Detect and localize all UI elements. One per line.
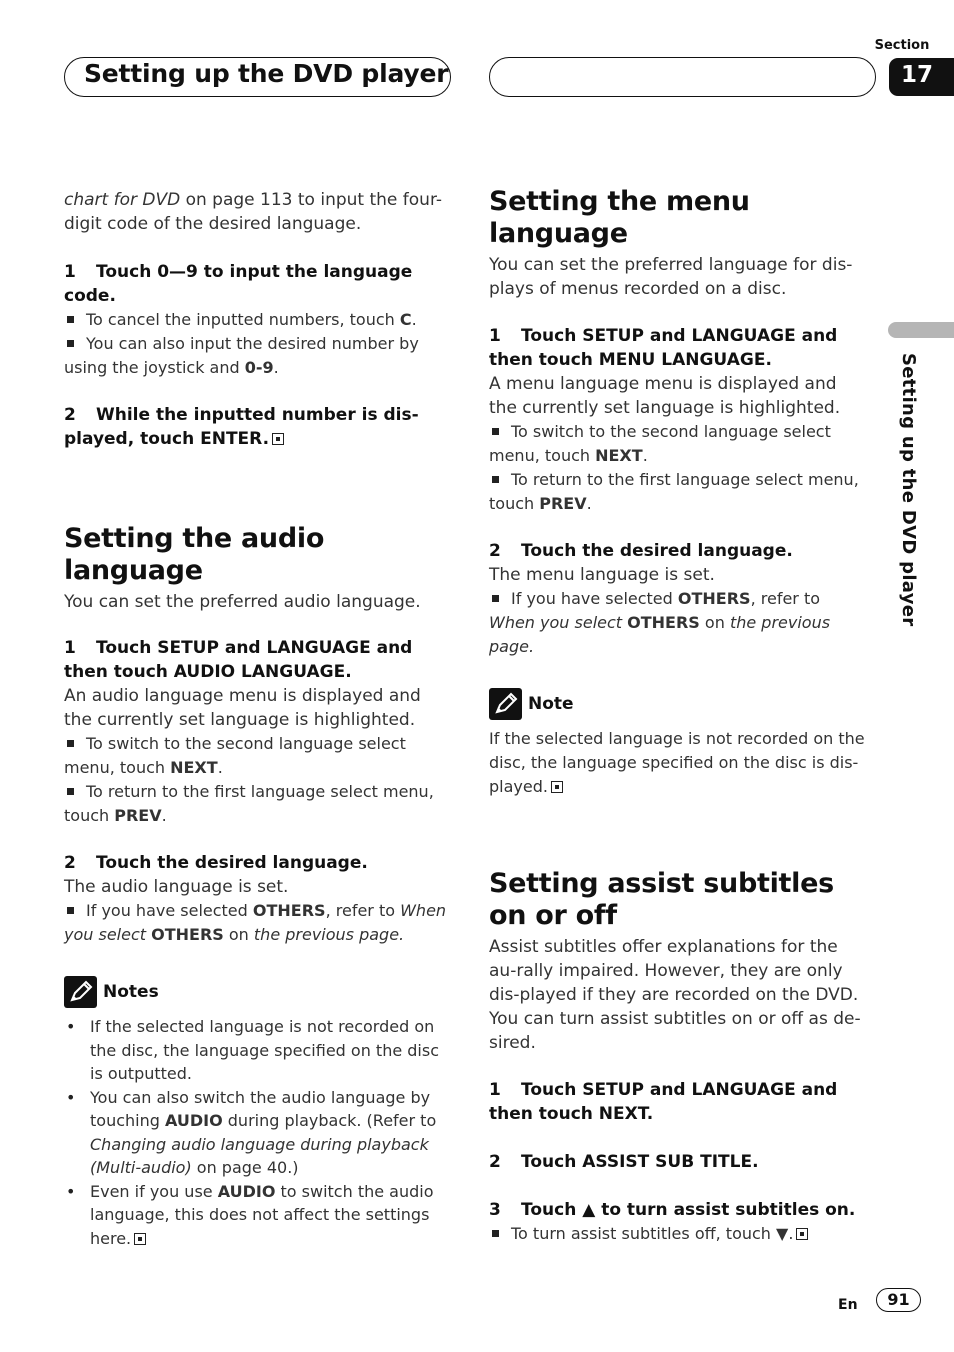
square-bullet-icon — [492, 1230, 499, 1237]
bullet-italic: When you select — [64, 901, 447, 944]
menu-bullet-prev: To return to the first language select menu, touch PREV. — [489, 470, 859, 513]
note-bold: AUDIO — [164, 1111, 223, 1130]
end-mark-icon — [272, 433, 284, 445]
bullet-text: To return to the first language select menu, touch — [489, 470, 859, 513]
step-number: 2 — [64, 853, 76, 873]
square-bullet-icon — [67, 788, 74, 795]
end-mark-icon — [551, 781, 563, 793]
note-label: Note — [528, 694, 574, 714]
audio-step-2 — [64, 851, 454, 875]
bullet-text-end: . — [411, 310, 417, 329]
menu-step-1-body: A menu language menu is displayed and the currently set language is highlighted. — [489, 374, 841, 418]
audio-intro: You can set the preferred audio language. — [64, 592, 421, 612]
bullet-text: To cancel the inputted numbers, touch — [86, 310, 400, 329]
page-header-title: Setting up the DVD player — [84, 59, 449, 88]
square-bullet-icon — [67, 340, 74, 347]
assist-step-2 — [489, 1150, 869, 1174]
notes-list — [64, 1015, 454, 1250]
note-item — [64, 1086, 454, 1180]
bullet-bold: NEXT — [595, 446, 643, 465]
bullet-text: You can also input the desired number by using the joystick and — [64, 334, 419, 377]
bullet-bold: 0-9 — [244, 358, 274, 377]
bullet-joystick — [64, 332, 454, 380]
side-tab-marker — [888, 322, 954, 338]
bullet-bold: OTHERS — [252, 901, 326, 920]
step-text: Touch SETUP and LANGUAGE and then touch AUDIO LANGUAGE. — [64, 638, 413, 682]
square-bullet-icon — [492, 595, 499, 602]
pencil-note-icon — [64, 976, 97, 1008]
bullet-bold: OTHERS — [627, 613, 700, 632]
bullet-bold: PREV — [114, 806, 162, 825]
square-bullet-icon — [492, 428, 499, 435]
step-2-enter — [64, 403, 454, 451]
audio-language-heading: Setting the audio language — [64, 523, 325, 586]
bullet-text: To turn assist subtitles off, touch ▼. — [511, 1224, 794, 1243]
note-text: If the selected language is not recorded on the disc, the language specified on the disc is dis-played. — [489, 729, 865, 796]
page-number: 91 — [876, 1288, 921, 1312]
audio-bullet-prev: To return to the first language select menu, touch PREV. — [64, 782, 434, 825]
menu-note-text — [489, 727, 869, 799]
intro-paragraph — [64, 188, 454, 236]
menu-language-heading: Setting the menu language — [489, 186, 750, 249]
note-text: during playback. (Refer to — [222, 1111, 437, 1130]
assist-step-3 — [489, 1198, 869, 1222]
notes-label: Notes — [103, 982, 159, 1002]
step-text: Touch ASSIST SUB TITLE. — [521, 1152, 759, 1172]
section-label: Section — [874, 38, 930, 53]
bullet-bold: PREV — [539, 494, 587, 513]
bullet-text: , refer to — [325, 901, 401, 920]
end-mark-icon — [134, 1233, 146, 1245]
step-number: 2 — [64, 405, 76, 425]
bullet-bold: NEXT — [170, 758, 218, 777]
bullet-text: To return to the first language select menu, touch — [64, 782, 434, 825]
pencil-note-icon — [489, 688, 522, 720]
side-tab-text: Setting up the DVD player — [898, 353, 919, 627]
audio-step-2-body: The audio language is set. — [64, 877, 289, 897]
bullet-cancel — [64, 308, 454, 332]
bullet-italic: the previous page. — [489, 613, 831, 656]
square-bullet-icon — [67, 907, 74, 914]
step-text: Touch the desired language. — [521, 541, 793, 561]
menu-bullet-others — [489, 587, 869, 659]
step-number: 1 — [64, 638, 76, 658]
audio-step-1-body: An audio language menu is displayed and the currently set language is highlighted. — [64, 686, 421, 730]
left-column — [64, 188, 454, 1250]
note-text: You can also switch the audio language by touching — [90, 1087, 431, 1130]
audio-bullet-next: To switch to the second language select menu, touch NEXT. — [64, 734, 406, 777]
bullet-bold: OTHERS — [151, 925, 224, 944]
audio-step-1 — [64, 636, 454, 684]
header-empty-pill — [489, 57, 876, 97]
bullet-text: To switch to the second language select menu, touch — [489, 422, 831, 465]
menu-step-2 — [489, 539, 869, 563]
note-text: on page 40.) — [191, 1158, 299, 1177]
menu-step-2-body: The menu language is set. — [489, 565, 715, 585]
note-header — [489, 688, 869, 720]
section-number-badge: 17 — [889, 58, 954, 96]
step-text: Touch SETUP and LANGUAGE and then touch MENU LANGUAGE. — [489, 326, 838, 370]
step-text: Touch ▲ to turn assist subtitles on. — [521, 1200, 856, 1220]
square-bullet-icon — [67, 316, 74, 323]
footer-language: En — [838, 1297, 858, 1313]
assist-intro-2: You can turn assist subtitles on or off as de-sired. — [489, 1009, 861, 1053]
menu-bullet-next: To switch to the second language select menu, touch NEXT. — [489, 422, 831, 465]
assist-step-1 — [489, 1078, 869, 1126]
step-number: 3 — [489, 1200, 501, 1220]
end-mark-icon — [796, 1228, 808, 1240]
audio-bullet-others — [64, 899, 454, 947]
step-number: 1 — [489, 326, 501, 346]
intro-italic-ref: chart for DVD — [64, 190, 181, 210]
bullet-text: To switch to the second language select menu, touch — [64, 734, 406, 777]
step-number: 2 — [489, 1152, 501, 1172]
intro-text: on page 113 to input the four-digit code of the desired language. — [64, 190, 442, 234]
assist-subtitles-heading: Setting assist subtitles on or off — [489, 868, 834, 931]
menu-intro: You can set the preferred language for dis-plays of menus recorded on a disc. — [489, 255, 853, 299]
bullet-text: If you have selected — [511, 589, 678, 608]
bullet-bold: C — [399, 310, 412, 329]
menu-step-1 — [489, 324, 869, 372]
assist-intro-1: Assist subtitles offer explanations for the au-rally impaired. However, they are only dis-played if they are recorded on the DVD. — [489, 937, 859, 1005]
square-bullet-icon — [67, 740, 74, 747]
step-text: While the inputted number is dis-played, touch ENTER. — [64, 405, 419, 449]
bullet-text: on — [699, 613, 730, 632]
bullet-text: If you have selected — [86, 901, 253, 920]
note-item: • If the selected language is not recorded on the disc, the language specified on the disc is outputted. — [64, 1015, 454, 1086]
bullet-text-end: . — [273, 358, 279, 377]
bullet-italic: the previous page. — [253, 925, 405, 944]
note-text: to switch the audio language, this does not affect the settings here. — [90, 1181, 434, 1248]
note-bold: AUDIO — [217, 1181, 276, 1201]
step-number: 2 — [489, 541, 501, 561]
step-number: 1 — [489, 1080, 501, 1100]
note-item — [64, 1180, 454, 1251]
square-bullet-icon — [492, 476, 499, 483]
notes-header — [64, 976, 454, 1008]
bullet-bold: OTHERS — [677, 589, 751, 608]
bullet-text: on — [223, 925, 254, 944]
step-text: Touch 0—9 to input the language code. — [64, 262, 413, 306]
bullet-text: , refer to — [750, 589, 821, 608]
bullet-italic: When you select — [489, 613, 628, 632]
step-1-enter-code — [64, 260, 454, 308]
step-text: Touch SETUP and LANGUAGE and then touch NEXT. — [489, 1080, 838, 1124]
step-number: 1 — [64, 262, 76, 282]
note-italic-ref: Changing audio language during playback (Multi-audio) — [90, 1134, 429, 1177]
right-column — [489, 186, 869, 1246]
note-text: Even if you use — [90, 1181, 218, 1201]
assist-bullet-off — [489, 1222, 869, 1246]
step-text: Touch the desired language. — [96, 853, 368, 873]
